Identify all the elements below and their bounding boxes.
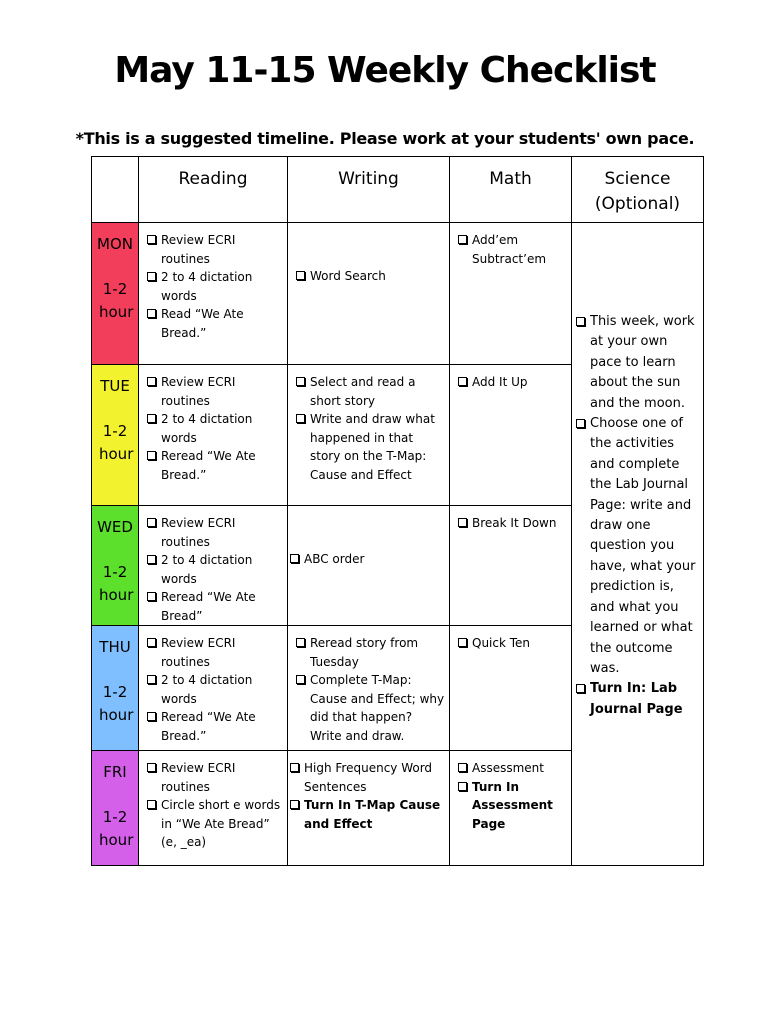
day-row-mon (92, 223, 704, 365)
checklist-item[interactable]: 2 to 4 dictation words (145, 671, 283, 708)
day-hours: 1-2 hour (99, 808, 134, 849)
writing-cell-tue (288, 365, 450, 506)
checklist-item[interactable]: 2 to 4 dictation words (145, 268, 283, 305)
reading-cell-fri (139, 751, 288, 866)
day-name: FRI (103, 763, 127, 781)
math-cell-mon (450, 223, 572, 365)
math-cell-thu (450, 626, 572, 751)
writing-cell-fri (288, 751, 450, 866)
day-name: TUE (100, 377, 130, 395)
page-subtitle: *This is a suggested timeline. Please work at your students' own pace. (75, 129, 695, 148)
checklist-item[interactable]: Choose one of the activities and complete the Lab Journal Page: write and draw one question you have, what your prediction is, and what you learned or what the outcome was. (574, 414, 699, 679)
math-cell-wed (450, 506, 572, 626)
header-science-line1: Science (604, 169, 671, 189)
checklist-table (91, 156, 704, 866)
checklist-item[interactable]: ABC order (288, 550, 445, 569)
day-hours: 1-2 hour (99, 280, 134, 321)
checklist-item[interactable]: Reread “We Ate Bread.” (145, 447, 283, 484)
checklist-item[interactable]: Word Search (294, 267, 445, 286)
checklist-item[interactable]: Select and read a short story (294, 373, 445, 410)
day-name: WED (97, 518, 133, 536)
checklist-item[interactable]: Turn In T-Map Cause and Effect (288, 796, 445, 833)
day-name: MON (97, 235, 133, 253)
checklist-item[interactable]: Assessment (456, 759, 567, 778)
day-cell-thu (92, 626, 139, 751)
math-cell-fri (450, 751, 572, 866)
day-hours: 1-2 hour (99, 683, 134, 724)
checklist-item[interactable]: Review ECRI routines (145, 373, 283, 410)
day-cell-mon (92, 223, 139, 365)
checklist-item[interactable]: 2 to 4 dictation words (145, 410, 283, 447)
header-math: Math (450, 157, 572, 223)
reading-cell-mon (139, 223, 288, 365)
checklist-item[interactable]: Review ECRI routines (145, 231, 283, 268)
checklist-item[interactable]: Add It Up (456, 373, 567, 392)
checklist-item[interactable]: This week, work at your own pace to learn about the sun and the moon. (574, 312, 699, 414)
science-cell (572, 223, 704, 866)
day-cell-tue (92, 365, 139, 506)
day-hours: 1-2 hour (99, 563, 134, 604)
day-hours: 1-2 hour (99, 422, 134, 463)
math-cell-tue (450, 365, 572, 506)
checklist-item[interactable]: Reread story from Tuesday (294, 634, 445, 671)
header-day (92, 157, 139, 223)
reading-cell-thu (139, 626, 288, 751)
checklist-item[interactable]: Break It Down (456, 514, 567, 533)
checklist-item[interactable]: Complete T-Map: Cause and Effect; why did that happen? Write and draw. (294, 671, 445, 745)
checklist-item[interactable]: High Frequency Word Sentences (288, 759, 445, 796)
checklist-item[interactable]: Circle short e words in “We Ate Bread” (e, _ea) (145, 796, 283, 852)
checklist-item[interactable]: Add’em Subtract’em (456, 231, 551, 268)
writing-cell-wed (288, 506, 450, 626)
reading-cell-wed (139, 506, 288, 626)
checklist-item[interactable]: Turn In Assessment Page (456, 778, 567, 834)
page-title: May 11-15 Weekly Checklist (114, 50, 656, 91)
checklist-item[interactable]: Turn In: Lab Journal Page (574, 679, 699, 720)
writing-cell-mon (288, 223, 450, 365)
checklist-item[interactable]: 2 to 4 dictation words (145, 551, 283, 588)
checklist-item[interactable]: Review ECRI routines (145, 514, 283, 551)
day-cell-fri (92, 751, 139, 866)
checklist-item[interactable]: Reread “We Ate Bread.” (145, 708, 283, 745)
checklist-item[interactable]: Review ECRI routines (145, 759, 283, 796)
checklist-item[interactable]: Quick Ten (456, 634, 567, 653)
header-science-line2: (Optional) (594, 194, 681, 214)
day-name: THU (99, 638, 131, 656)
checklist-item[interactable]: Reread “We Ate Bread” (145, 588, 283, 625)
checklist-item[interactable]: Read “We Ate Bread.” (145, 305, 283, 342)
header-science (572, 157, 704, 223)
header-reading: Reading (139, 157, 288, 223)
day-cell-wed (92, 506, 139, 626)
header-row (92, 157, 704, 223)
checklist-item[interactable]: Review ECRI routines (145, 634, 283, 671)
writing-cell-thu (288, 626, 450, 751)
header-writing: Writing (288, 157, 450, 223)
checklist-item[interactable]: Write and draw what happened in that story on the T-Map: Cause and Effect (294, 410, 445, 484)
reading-cell-tue (139, 365, 288, 506)
